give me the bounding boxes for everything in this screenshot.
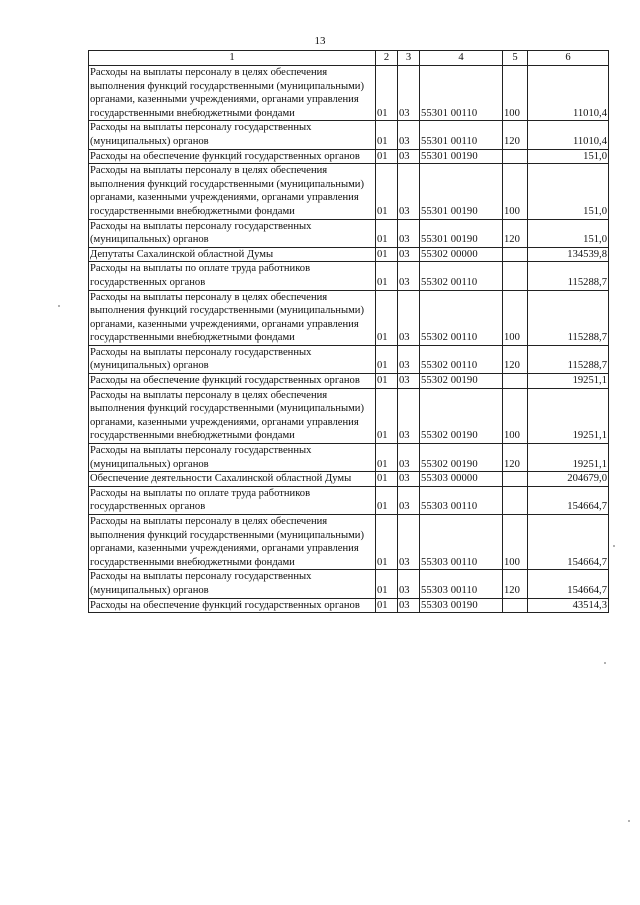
row-expense-type — [503, 472, 528, 487]
table-row — [89, 444, 609, 472]
row-section: 01 — [376, 345, 398, 373]
row-expense-type: 100 — [503, 515, 528, 570]
row-amount: 151,0 — [528, 164, 609, 219]
row-amount: 115288,7 — [528, 290, 609, 345]
row-section: 01 — [376, 598, 398, 613]
row-name: Расходы на выплаты персоналу государственных (муниципальных) органов — [89, 444, 376, 472]
row-target-article: 55303 00110 — [420, 486, 503, 514]
row-section: 01 — [376, 444, 398, 472]
table-row — [89, 290, 609, 345]
row-name: Расходы на обеспечение функций государственных органов — [89, 374, 376, 389]
table-row — [89, 486, 609, 514]
row-target-article: 55301 00110 — [420, 121, 503, 149]
row-target-article: 55302 00110 — [420, 262, 503, 290]
page-number: 13 — [314, 35, 326, 47]
row-section: 01 — [376, 247, 398, 262]
column-header-target-article: 4 — [420, 51, 503, 66]
row-subsection: 03 — [398, 472, 420, 487]
table-row — [89, 515, 609, 570]
row-expense-type: 100 — [503, 388, 528, 443]
row-target-article: 55302 00190 — [420, 374, 503, 389]
row-section: 01 — [376, 290, 398, 345]
row-section: 01 — [376, 570, 398, 598]
row-name: Расходы на выплаты персоналу государственных (муниципальных) органов — [89, 570, 376, 598]
row-amount: 43514,3 — [528, 598, 609, 613]
row-section: 01 — [376, 66, 398, 121]
row-target-article: 55303 00110 — [420, 570, 503, 598]
table-row — [89, 247, 609, 262]
row-amount: 151,0 — [528, 219, 609, 247]
row-amount: 115288,7 — [528, 345, 609, 373]
row-section: 01 — [376, 164, 398, 219]
row-name: Расходы на выплаты персоналу в целях обеспечения выполнения функций государственными (муниципальными) органами, казенными учреждениями, органами управления государственными внебюджетными фондами — [89, 164, 376, 219]
row-name: Расходы на обеспечение функций государственных органов — [89, 149, 376, 164]
row-name: Расходы на выплаты по оплате труда работников государственных органов — [89, 486, 376, 514]
row-expense-type — [503, 247, 528, 262]
row-target-article: 55302 00110 — [420, 290, 503, 345]
table-row — [89, 219, 609, 247]
row-expense-type — [503, 262, 528, 290]
column-header-subsection: 3 — [398, 51, 420, 66]
table-row — [89, 164, 609, 219]
row-amount: 154664,7 — [528, 515, 609, 570]
row-expense-type — [503, 149, 528, 164]
row-target-article: 55302 00000 — [420, 247, 503, 262]
column-header-section: 2 — [376, 51, 398, 66]
row-amount: 11010,4 — [528, 121, 609, 149]
row-expense-type: 100 — [503, 66, 528, 121]
row-subsection: 03 — [398, 388, 420, 443]
row-subsection: 03 — [398, 486, 420, 514]
row-subsection: 03 — [398, 290, 420, 345]
row-amount: 19251,1 — [528, 388, 609, 443]
row-amount: 154664,7 — [528, 570, 609, 598]
row-subsection: 03 — [398, 262, 420, 290]
row-expense-type: 100 — [503, 290, 528, 345]
row-expense-type: 120 — [503, 444, 528, 472]
row-subsection: 03 — [398, 164, 420, 219]
row-section: 01 — [376, 472, 398, 487]
row-target-article: 55301 00190 — [420, 219, 503, 247]
row-section: 01 — [376, 374, 398, 389]
row-name: Расходы на выплаты персоналу в целях обеспечения выполнения функций государственными (муниципальными) органами, казенными учреждениями, органами управления государственными внебюджетными фондами — [89, 515, 376, 570]
row-target-article: 55302 00110 — [420, 345, 503, 373]
row-expense-type — [503, 374, 528, 389]
row-target-article: 55301 00110 — [420, 66, 503, 121]
row-name: Депутаты Сахалинской областной Думы — [89, 247, 376, 262]
row-name: Расходы на выплаты персоналу государственных (муниципальных) органов — [89, 219, 376, 247]
row-expense-type: 120 — [503, 219, 528, 247]
row-amount: 154664,7 — [528, 486, 609, 514]
row-name: Расходы на выплаты персоналу в целях обеспечения выполнения функций государственными (муниципальными) органами, казенными учреждениями, органами управления государственными внебюджетными фондами — [89, 66, 376, 121]
scan-speck — [604, 662, 606, 664]
row-target-article: 55303 00110 — [420, 515, 503, 570]
row-subsection: 03 — [398, 247, 420, 262]
row-subsection: 03 — [398, 374, 420, 389]
row-expense-type: 120 — [503, 121, 528, 149]
row-name: Расходы на выплаты по оплате труда работников государственных органов — [89, 262, 376, 290]
table-row — [89, 345, 609, 373]
row-target-article: 55301 00190 — [420, 164, 503, 219]
table-header-row — [89, 51, 609, 66]
row-subsection: 03 — [398, 66, 420, 121]
row-expense-type: 100 — [503, 164, 528, 219]
row-section: 01 — [376, 388, 398, 443]
row-subsection: 03 — [398, 121, 420, 149]
row-name: Расходы на выплаты персоналу в целях обеспечения выполнения функций государственными (муниципальными) органами, казенными учреждениями, органами управления государственными внебюджетными фондами — [89, 290, 376, 345]
table-row — [89, 388, 609, 443]
row-amount: 115288,7 — [528, 262, 609, 290]
row-name: Обеспечение деятельности Сахалинской областной Думы — [89, 472, 376, 487]
row-subsection: 03 — [398, 219, 420, 247]
row-section: 01 — [376, 515, 398, 570]
row-subsection: 03 — [398, 444, 420, 472]
row-section: 01 — [376, 121, 398, 149]
table-body — [89, 66, 609, 613]
row-name: Расходы на обеспечение функций государственных органов — [89, 598, 376, 613]
row-amount: 204679,0 — [528, 472, 609, 487]
row-target-article: 55302 00190 — [420, 444, 503, 472]
column-header-name: 1 — [89, 51, 376, 66]
row-target-article: 55303 00190 — [420, 598, 503, 613]
table-row — [89, 598, 609, 613]
scan-speck — [628, 820, 630, 822]
row-amount: 134539,8 — [528, 247, 609, 262]
row-name: Расходы на выплаты персоналу в целях обеспечения выполнения функций государственными (муниципальными) органами, казенными учреждениями, органами управления государственными внебюджетными фондами — [89, 388, 376, 443]
table-row — [89, 570, 609, 598]
table-row — [89, 149, 609, 164]
row-expense-type: 120 — [503, 570, 528, 598]
column-header-amount: 6 — [528, 51, 609, 66]
column-header-expense-type: 5 — [503, 51, 528, 66]
table-row — [89, 374, 609, 389]
table-row — [89, 262, 609, 290]
row-subsection: 03 — [398, 598, 420, 613]
row-section: 01 — [376, 262, 398, 290]
row-amount: 19251,1 — [528, 444, 609, 472]
row-expense-type — [503, 486, 528, 514]
row-amount: 11010,4 — [528, 66, 609, 121]
row-expense-type — [503, 598, 528, 613]
row-section: 01 — [376, 219, 398, 247]
row-subsection: 03 — [398, 149, 420, 164]
row-amount: 151,0 — [528, 149, 609, 164]
row-subsection: 03 — [398, 515, 420, 570]
row-target-article: 55302 00190 — [420, 388, 503, 443]
row-subsection: 03 — [398, 345, 420, 373]
budget-table — [88, 50, 609, 613]
row-name: Расходы на выплаты персоналу государственных (муниципальных) органов — [89, 121, 376, 149]
scan-speck — [613, 545, 615, 547]
scan-speck — [58, 305, 60, 307]
row-amount: 19251,1 — [528, 374, 609, 389]
row-section: 01 — [376, 149, 398, 164]
row-target-article: 55303 00000 — [420, 472, 503, 487]
row-subsection: 03 — [398, 570, 420, 598]
table-row — [89, 121, 609, 149]
table-row — [89, 472, 609, 487]
row-expense-type: 120 — [503, 345, 528, 373]
table-row — [89, 66, 609, 121]
row-section: 01 — [376, 486, 398, 514]
row-name: Расходы на выплаты персоналу государственных (муниципальных) органов — [89, 345, 376, 373]
row-target-article: 55301 00190 — [420, 149, 503, 164]
